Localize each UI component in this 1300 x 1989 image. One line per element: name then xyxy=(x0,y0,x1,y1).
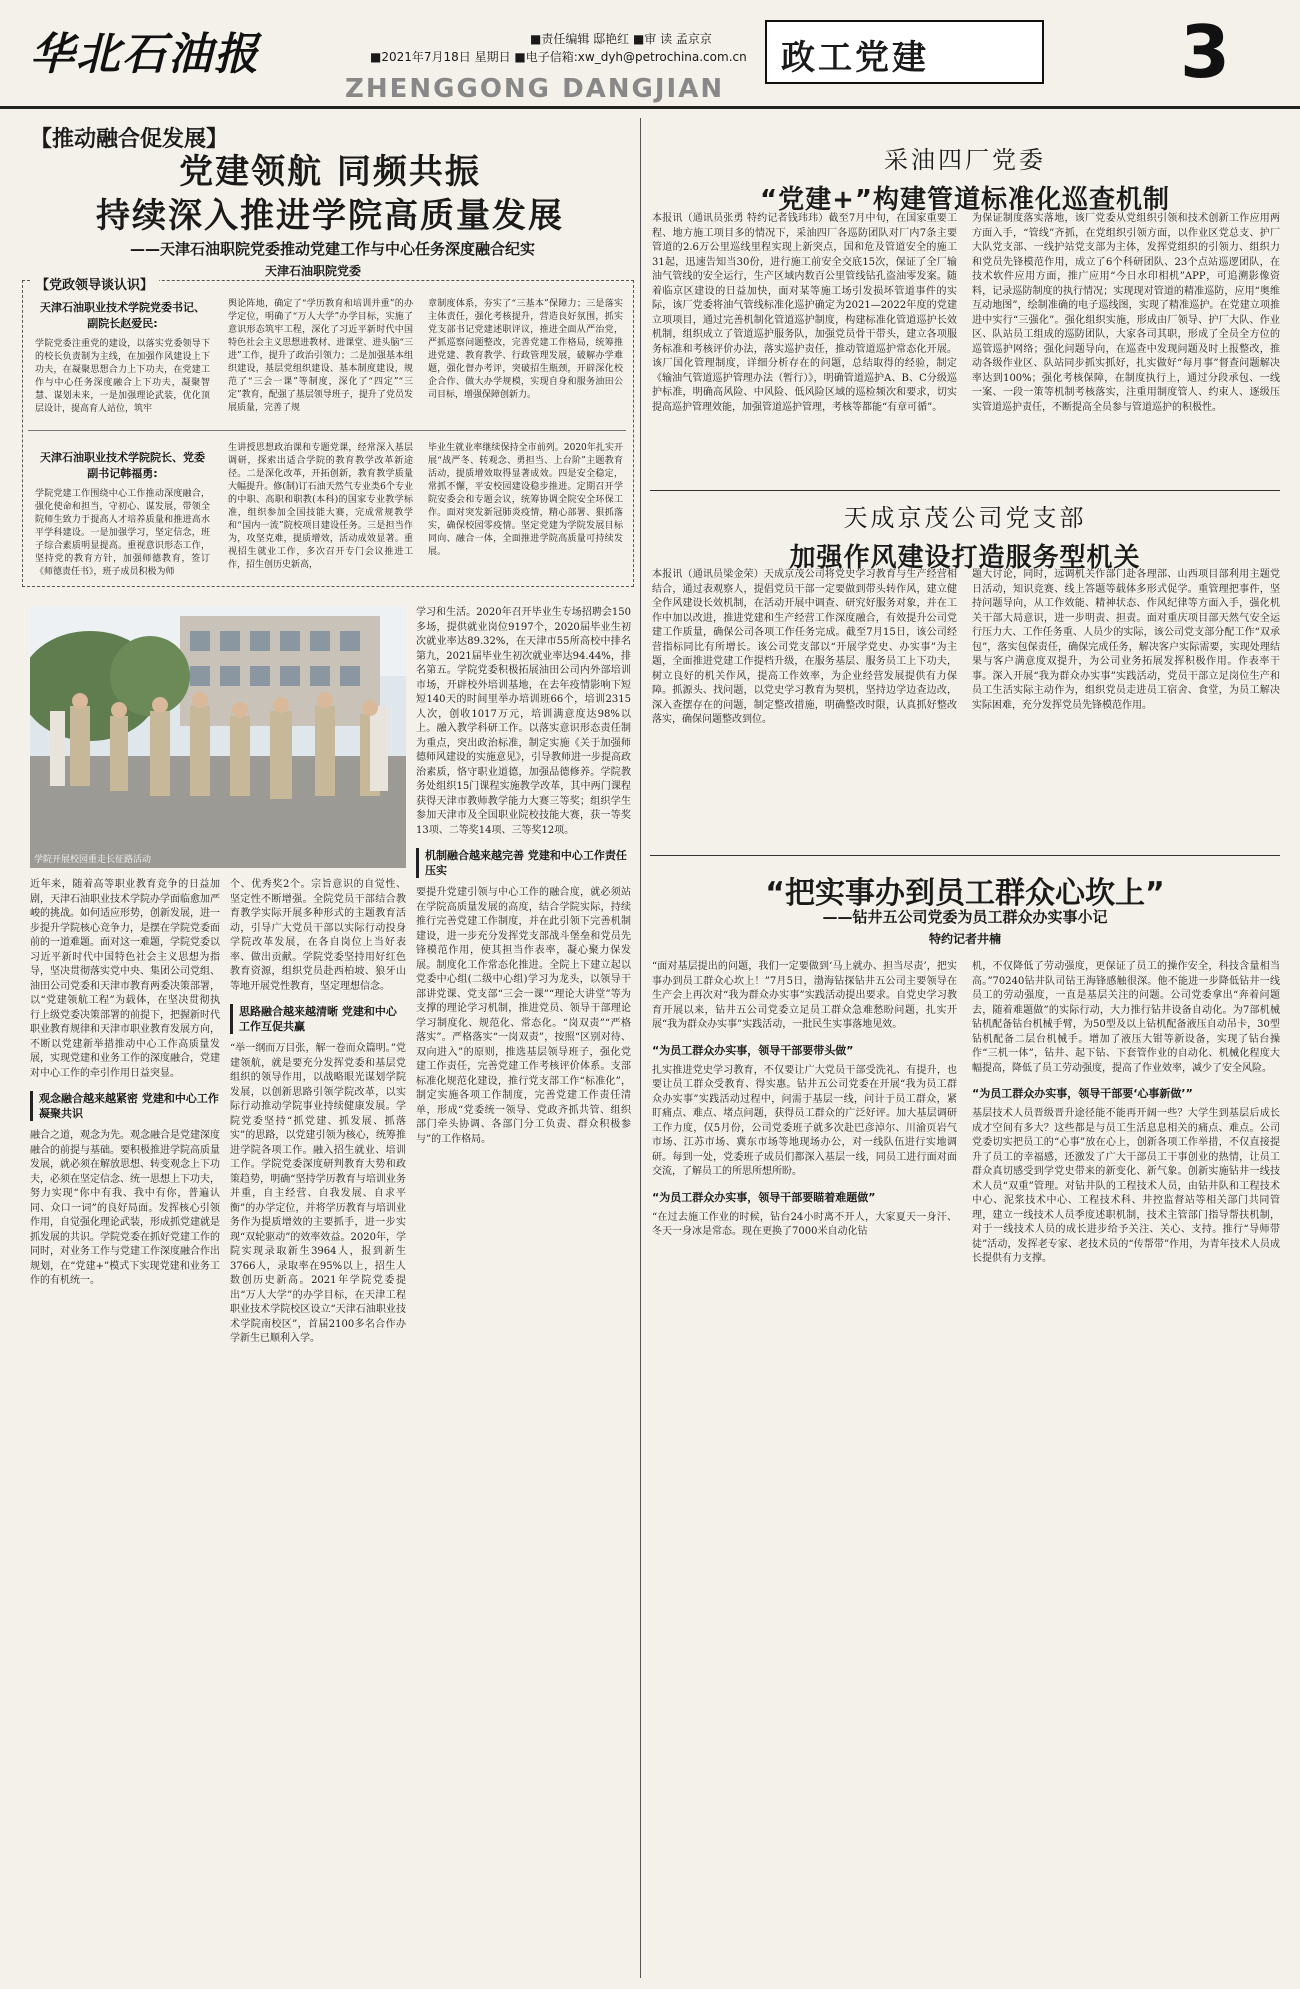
article4-subhead3: “为员工群众办实事，领导干部要‘心事新做’” xyxy=(972,1087,1193,1100)
main-headline-line2: 持续深入推进学院高质量发展 xyxy=(96,196,564,236)
main-subhead1: 观念融合越来越紧密 党建和中心工作凝聚共识 xyxy=(30,1091,220,1121)
article4-col1-para3: “在过去施工作业的时候，钻台24小时离不开人，大家夏天一身汗、冬天一身冰是常态。现在更换了7000米自动化钻 xyxy=(652,1211,957,1237)
article2-header xyxy=(650,140,1280,216)
article4-col2-para2: 基层技术人员晋级晋升途径能不能再开阔一些？大学生到基层后成长成才空间有多大？这些都是与员工生活息息相关的痛点、难点。公司党委切实把员工的“心事”放在心上，创新各项工作举措，不仅直接提升了员工的幸福感，还激发了广大干部员工干事创业的热情，让员工群众真切感受到学党史带来的新变化、新气象。创新实施钻井一线技术人员“双重”管理。对钻井队的工程技术人员，由钻井队和工程技术中心、泥浆技术中心、工程技术科、井控监督站等相关部门共同管理，建立一线技术人员季度述职机制，技术主管部门指导帮扶机制，对于一线技术人员的成长进步给予关注、关心、支持。推行“导师带徒”活动，发挥老专家、老技术员的“传帮带”作用，为青年技术人员成长提供有力支撑。 xyxy=(972,1108,1280,1264)
leader2-column3 xyxy=(428,442,623,559)
article4-subhead1: “为员工群众办实事，领导干部要带头做” xyxy=(652,1043,854,1057)
article4-title: “把实事办到员工群众心坎上” xyxy=(765,876,1165,911)
main-body-col3 xyxy=(416,606,631,1147)
leaders-tag: 【党政领导谈认识】 xyxy=(30,274,159,293)
main-col2-para1: 个、优秀奖2个。宗旨意识的自觉性、坚定性不断增强。全院党员干部结合教育教学实际开展多种形式的主题教育活动，引导广大党员干部以实际行动投身学院改革发展，在各自岗位上当好表率、做出贡献。学院党委坚持用好红色教育资源，组织党员赴西柏坡、狼牙山等地开展党性教育，坚定理想信念。 xyxy=(230,879,406,992)
main-col1-para1: 近年来，随着高等职业教育竞争的日益加剧，天津石油职业技术学院办学面临愈加严峻的挑战。如何适应形势，创新发展，进一步提升学院核心竞争力，是摆在学院党委面前的一道难题。面对这一难题，学院党委以习近平新时代中国特色社会主义思想为指导，坚决贯彻落实党中央、集团公司党组、油田公司党委和天津市教育两委决策部署，以“党建领航工程”为载体，在坚决贯彻执行上级党委决策部署的前提下，把握新时代职业教育规律和天津市职业教育发展方向，不断以党建新举措推动中心工作高质量发展，实现党建和业务工作的深度融合，党建对中心工作的牵引作用日益突显。 xyxy=(30,879,220,1079)
leaders-divider xyxy=(28,430,626,431)
main-col3-para1: 学习和生活。2020年召开毕业生专场招聘会150多场，提供就业岗位9197个，2020届毕业生初次就业率达89.32%，在天津市55所高校中排名第九，2021届毕业生初次就业率达94.44%，排名第五。学院党委积极拓展油田公司内外部培训市场，开辟校外培训基地，在去年疫情影响下短短140天的时间里举办培训班66个，培训2315人次，创收1017万元，培训满意度达98%以上。融入教学科研工作。以落实意识形态责任制为重点，突出政治标准，制定实施《关于加强师德师风建设的实施意见》，引导教师进一步提高政治素质，恪守职业道德，加强品德修养。学院教务处组织15门课程实施教学改革，其中两门课程获得天津市教师教学能力大赛三等奖；组织学生参加天津市及全国职业院校技能大赛，获一等奖13项、二等奖14项、三等奖12项。 xyxy=(416,607,631,836)
main-body-col2 xyxy=(230,878,406,1347)
leader1-text: 学院党委注重党的建设，以落实党委领导下的校长负责制为主线，在加强作风建设上下功夫，在凝聚思想合力上下功夫，在党建工作与中心任务深度融合上下功夫，凝聚智慧、谋划未来，一是加强理论武装，优化顶层设计，提高育人站位，筑牢 xyxy=(35,339,210,414)
article3-title: 加强作风建设打造服务型机关 xyxy=(789,543,1141,573)
main-col2-para2: “举一纲而万目张，解一卷而众篇明。”党建领航，就是要充分发挥党委和基层党组织的领导作用，以战略眼光谋划学院发展，以创新思路引领学院改革，以实际行动推动学院事业持续健康发展。学院党委坚持“抓党建、抓发展、抓落实”的思路，以党建引领为核心，统筹推进学院各项工作。融入招生就业、培训工作。学院党委深度研判教育大势和政策趋势，明确“坚持学历教育与培训业务并重，自主经营、自我发展、自求平衡”的办学定位，并将学历教育与培训业务作为提质增效的主要抓手，进一步实现“双轮驱动”的效率效益。2020年，学院实现录取新生3964人，报到新生3766人，录取率在95%以上，招生人数创历史新高。2021年学院党委提出“万人大学”的办学目标，在天津工程职业技术学院校区设立“天津石油职业技术学院南校区”，首届2100多名合作办学新生已顺利入学。 xyxy=(230,1043,406,1344)
leader2-text-col3: 毕业生就业率继续保持全市前列。2020年扎实开展“战严冬、转观念、勇担当、上台阶”主题教育活动，提质增效取得显著成效。四是安全稳定，常抓不懈，平安校园建设稳步推进。定期召开学院安委会和专题会议，统筹协调全院安全环保工作。面对突发新冠肺炎疫情，精心部署、狠抓落实，确保校园零疫情。坚定党建为学院发展目标同向、融合一体，全面推进学院高质量可持续发展。 xyxy=(428,443,623,557)
header-meta xyxy=(370,30,770,66)
editor-line: ■责任编辑 邸艳红 ■审 读 孟京京 xyxy=(530,32,712,46)
article3-col1 xyxy=(652,568,957,728)
article4-col1-para1: “面对基层提出的问题，我们一定要做到‘马上就办、担当尽责’，把实事办到员工群众心坎上！”7月5日，渤海钻探钻井五公司主要领导在生产会上再次对“我为群众办实事”实践活动提出要求。自党史学习教育开展以来，钻井五公司党委立足员工群众急难愁盼问题，扎实开展“我为群众办实事”实践活动，一批民生实事落地见效。 xyxy=(652,961,957,1030)
article3-text-col1: 本报讯（通讯员梁金荣）天成京茂公司将党史学习教育与生产经营相结合，通过表观察人，提倡党员干部一定要做到带头转作风，建立健全作风建设长效机制，在活动开展中调查、研究好服务对象，并在工作中加以改进，推进党建和生产经营工作深度融合，有效提升公司党建工作质量，确保公司各项工作任务完成。截至7月15日，该公司经营指标同比有所增长。该公司党支部以“开展学党史、办实事”为主题，全面推进党建工作提档升级，在服务基层、服务员工上下功夫，树立良好的机关作风，提高工作效率，为企业经营发展提供有力保障。抓源头、找问题，以党史学习教育为契机，坚持边学边查边改，深入查摆存在的问题，制定整改措施，明确整改时限，认真抓好整改落实，确保问题整改到位。 xyxy=(652,569,957,725)
article4-col1-para2: 扎实推进党史学习教育，不仅要让广大党员干部受洗礼、有提升，也要让员工群众受教育、得实惠。钻井五公司党委在开展“我为员工群众办实事”实践活动过程中，问需于基层一线，问计于员工群众，紧盯痛点、难点、堵点问题，获得员工群众的广泛好评。加大基层调研工作力度，仅5月份，公司党委班子就多次赴巴彦淖尔、川渝页岩气市场、江苏市场、冀东市场等地现场办公，对一线队伍进行实地调研。每到一处，党委班子成员们都深入基层一线，同员工进行面对面交流，了解员工的所思所想所盼。 xyxy=(652,1064,957,1177)
campus-activity-photo xyxy=(30,606,406,868)
newspaper-name: 华北石油报 xyxy=(30,29,260,80)
main-byline: 天津石油职院党委 xyxy=(265,264,362,278)
header-rule xyxy=(0,106,1300,109)
leader2-title: 天津石油职业技术学院院长、党委副书记韩福勇: xyxy=(40,451,205,480)
leader1-text-col3: 章制度体系，夯实了“三基本”保障力；三是落实主体责任，强化考核提升，营造良好氛围，抓实党支部书记党建述职评议，推进全面从严治党，严抓巡察问题整改，完善党建工作格局，统筹推进党建、教育教学、行政管理发展，破解办学难题，强化督办考评，突破招生瓶颈，开辟深化校企合作、做大办学规模，实现自身和服务油田公司目标，增强保障创新力。 xyxy=(428,299,623,400)
article4-subhead2: “为员工群众办实事，领导干部要瞄着难题做” xyxy=(652,1190,876,1204)
article3-divider xyxy=(650,855,1280,856)
article4-byline: 特约记者井楠 xyxy=(928,932,1001,946)
page-number: 3 xyxy=(1180,10,1231,94)
article2-title: “党建+”构建管道标准化巡查机制 xyxy=(760,185,1170,215)
main-body-col1 xyxy=(30,878,220,1289)
leader2-column2 xyxy=(228,442,413,572)
section-name: 政工党建 xyxy=(781,38,929,78)
main-headline xyxy=(30,150,630,238)
article4-col1 xyxy=(652,960,957,1240)
leader1-title: 天津石油职业技术学院党委书记、副院长赵爱民: xyxy=(40,301,205,330)
leader2-text-col2: 生讲授思想政治课和专题党课，经常深入基层调研，探索出适合学院的教育教学改革新途径。二是深化改革，开拓创新，教育教学质量大幅提升。修(制)订石油天然气专业类6个专业的中职、高职和职教(本科)的国家专业教学标准，组织参加全国技能大赛，完成常规教学和“国内一流”院校项目建设任务。三是担当作为，攻坚克难，提质增效，活动成效显著。重视招生就业工作，多次召开专门会议推进工作，招生创历史新高， xyxy=(228,443,413,570)
article4-col2 xyxy=(972,960,1280,1267)
leader2-column xyxy=(35,440,210,579)
article2-col1 xyxy=(652,212,957,415)
section-box xyxy=(765,20,1044,84)
date-email-line: ■2021年7月18日 星期日 ■电子信箱:xw_dyh@petrochina.com.cn xyxy=(370,50,747,64)
leader2-text: 学院党建工作围绕中心工作推动深度融合，强化使命和担当，守初心、谋发展，带领全院师生致力于提高人才培养质量和推进高水平学科建设。一是加强学习，坚定信念，班子综合素质明显提高。重视意识形态工作，坚持党的教育方针，加强师德教育，签订《师德责任书》，班子成员积极为师 xyxy=(35,489,210,577)
masthead xyxy=(0,0,1300,108)
main-col3-para2: 要提升党建引领与中心工作的融合度，就必须站在学院高质量发展的高度，结合学院实际，持续推行完善党建工作制度，并在此引领下完善机制建设，进一步充分发挥党支部战斗堡垒和党员先锋模范作用，使其担当作表率，凝心聚力保发展。制度化工作常态化推进。全院上下建立起以党委中心组(二级中心组)学习为龙头，以领导干部讲党课、党支部“三会一课”“理论大讲堂”等为支撑的理论学习机制，推进党员、领导干部理论学习制度化、规范化、常态化。“岗双责”“严格落实”。严格落实“一岗双责”，按照“区别对待、双向进入”的原则，推选基层领导班子，强化党建工作责任，完善党建工作考核评价体系。支部标准化规范化建设，推行党支部工作“标准化”，制定实施各项工作制度，完善党建工作责任清单，形成“党委统一领导、党政齐抓共管、组织部门牵头协调、各部门分工负责、群众积极参与”的工作格局。 xyxy=(416,887,631,1145)
article4-col2-para1: 机，不仅降低了劳动强度，更保证了员工的操作安全，科技含量相当高。”70240钻井队司钻王海锋感触很深。他不能进一步降低钻井一线员工的劳动强度，一直是基层关注的问题。公司党委拿出“奔着问题去，随着难题做”的实际行动，大力推行钻井设备自动化。为7部机械钻机配备钻台机械手臂，为50型及以上钻机配备液压自动吊卡，30型钻机配备二层台机械手。增加了液压大钳等新设备，实现了钻台操作“三机一体”，钻井、起下钻、下套管作业的自动化、机械化程度大幅提高，降低了员工劳动强度，提高了作业效率，减少了安全风险。 xyxy=(972,961,1280,1074)
article2-col2 xyxy=(972,212,1280,415)
photo-caption: 学院开展校园重走长征路活动 xyxy=(34,855,152,865)
main-subhead: ——天津石油职院党委推动党建工作与中心任务深度融合纪实 xyxy=(130,240,536,258)
main-subhead3: 机制融合越来越完善 党建和中心工作责任压实 xyxy=(416,848,631,878)
leader1-column3 xyxy=(428,298,623,402)
article2-text-col2: 为保证制度落实落地，该厂党委从党组织引领和技术创新工作应用两方面入手，“管线”齐抓，在党组织引领方面，以作业区党总支、护厂大队党支部、一线护站党支部为主体，发挥党组织的引领力、组织力和党员先锋模范作用，成立了6个科研团队、23个点站巡逻团队，在技术软件应用方面，推广应用“今日水印相机”APP，可追溯影像资料，记录巡防制度的执行情况；实现现对管道的精准巡防，应用“奥维互动地图”，绘制准确的电子巡线图，实现了精准巡护。在党建立项推进中实行“三强化”。强化组织实施，形成由厂领导、护厂大队、作业区、队站员工组成的巡防团队，大家各司其职，形成了全员全方位的巡管巡护网络；强化问题导向，在巡查中发现问题及时上报整改，推动各级作业区、队站同步抓实抓好，扎实做好“每月事”督查问题解决率达到100%；强化考核保障，在制度执行上，通过分段承包、一线一案、一段一策等机制考核落实，注重用制度管人、约束人、逐级压实管道巡护责任，不断提高全员参与管道巡护的积极性。 xyxy=(972,213,1280,413)
article2-org: 采油四厂党委 xyxy=(884,146,1046,174)
article3-text-col2: 题大讨论，同时，远调机关作部门赴各理部、山西项目部利用主题党日活动，知识竞赛、线上答题等载体多形式促学。重管理把事件，坚持问题导向，从工作效能、精神状态、作风纪律等方面入手，强化机关干部大局意识，进一步明责、担责。面对重庆项目部天然气安全运行压力大、工作任务重、人员少的实际，该公司党支部分配工作“双承包”，落实包保责任，确保完成任务，解决客户实际需要，实现处理结果与客户满意度双提升，为公司业务拓展发挥积极作用。作表率干事。深入开展“我为群众办实事”实践活动，党员干部立足岗位生产和员工生活实际主动作为，组织党员走进员工宿舍、食堂，为员工解决实际困难，充分发挥党员先锋模范作用。 xyxy=(972,569,1280,711)
article3-col2 xyxy=(972,568,1280,713)
main-article-tag: 【推动融合促发展】 xyxy=(30,127,229,152)
section-pinyin: ZHENGGONG DANGJIAN xyxy=(345,74,725,104)
leader1-column2 xyxy=(228,298,413,415)
leader1-column xyxy=(35,300,210,416)
main-col1-para2: 融合之道，观念为先。观念融合是党建深度融合的前提与基础。要积极推进学院高质量发展，就必须在解放思想、转变观念上下功夫，必须在坚定信念、统一思想上下功夫，努力实现“你中有我、我中有你，普遍认同、众口一词”的良好局面。发挥核心引领作用，自觉强化理论武装，形成抓党建就是抓发展的共识。学院党委在抓好党建工作的同时，对业务工作与党建工作深度融合作出规划，在“党建+”模式下实现党建和业务工作的有机统一。 xyxy=(30,1130,220,1286)
article3-header xyxy=(650,498,1280,574)
article3-org: 天成京茂公司党支部 xyxy=(843,504,1087,532)
article4-subtitle: ——钻井五公司党委为员工群众办实事小记 xyxy=(822,908,1108,926)
main-headline-line1: 党建领航 同频共振 xyxy=(179,152,481,192)
leader1-text-col2: 舆论阵地，确定了“学历教育和培训并重”的办学定位，明确了“万人大学”办学目标，实施了意识形态筑牢工程，深化了习近平新时代中国特色社会主义思想进教材、进课堂、进头脑“三进”工作，提升了政治引领力；二是加强基本组织建设，基层党组织建设、基本制度建设，规范了“三会一课”等制度，深化了“四定”“三定”教育，配强了基层领导班子，提升了党员发展质量，完善了规 xyxy=(228,299,413,413)
page-column-divider xyxy=(640,118,641,1978)
photo-illustration xyxy=(30,606,406,868)
main-subhead2: 思路融合越来越清晰 党建和中心工作互促共赢 xyxy=(230,1004,406,1034)
article2-text-col1: 本报讯（通讯员张勇 特约记者钱玮玮）截至7月中旬，在国家重要工程、地方施工项目多的情况下，采油四厂各巡防团队对厂内7条主要管道的2.6万公里巡线里程实现上新突点，国和危及管道安全的施工31起，迅速告知当30份，进行施工前安全交底15次，保证了全厂输油气管线的安全运行，生产区域内数百公里管线钻孔盗油零发案。随着临京区建设的日益加快，面对某等施工场引发损坏管道事件的实际，该厂党委将油气管线标准化巡护确定为2021—2022年度的党建立项项目，通过完善机制化管道巡护制度，构建标准化管道巡护长效机制，组织成立了管道巡护服务队，加强党员骨干带头，建立各项服务标准和考核评价办法，落实巡护责任，推动管道巡护常态化开展。该厂国化管理制度，详细分析存在的问题，总结取得的经验，制定《输油气管道巡护管理办法（暂行）》，明确管道巡护A、B、C分级巡护标准，明确高风险、中风险、低风险区域的巡检频次和要求，切实提高巡护管理效能，加强管道巡护管理，考核等都能“有章可循”。 xyxy=(652,213,957,413)
newspaper-logo xyxy=(30,18,330,90)
article2-divider xyxy=(650,490,1280,491)
